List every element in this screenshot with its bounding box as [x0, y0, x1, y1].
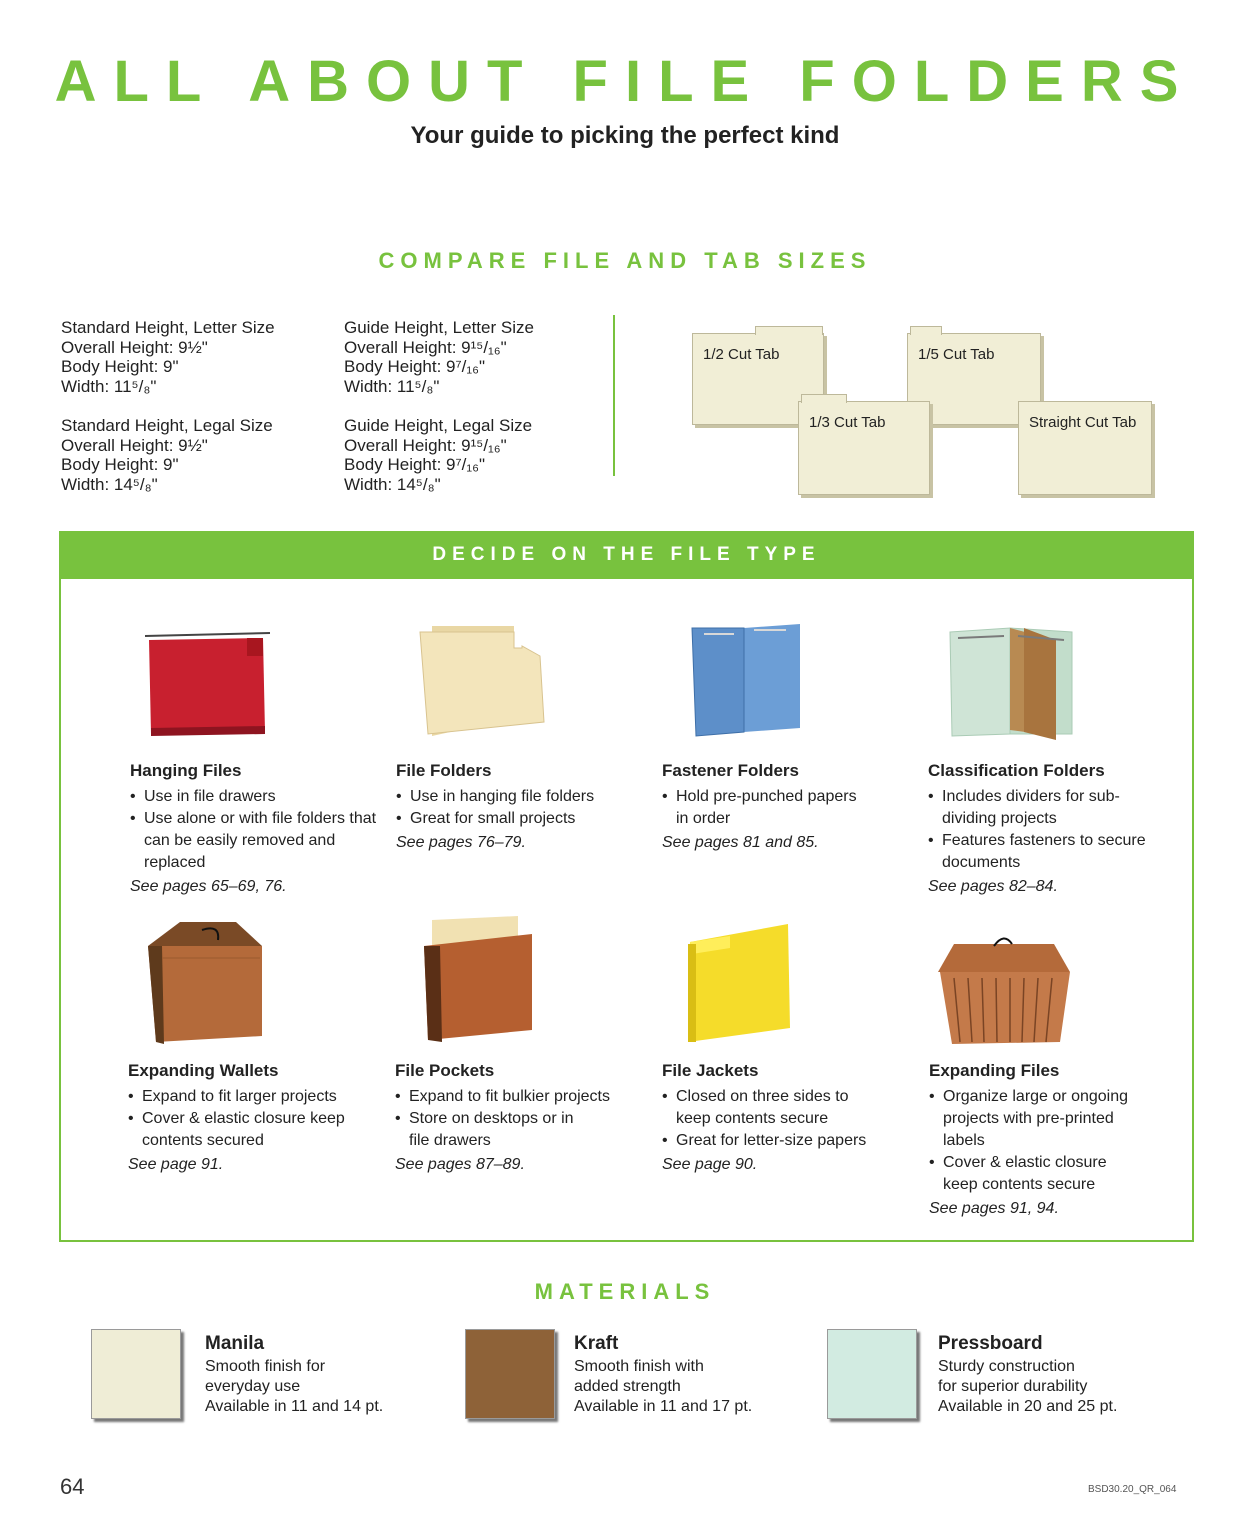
item-bullet: • Great for letter-size papers: [662, 1130, 897, 1152]
item-see-pages: See pages 87–89.: [395, 1156, 525, 1173]
tab-nub: [801, 394, 847, 403]
tab-label: Straight Cut Tab: [1029, 414, 1137, 431]
item-see-pages: See pages 91, 94.: [929, 1200, 1059, 1217]
file-jacket-icon: [684, 922, 794, 1044]
item-bullet: • Great for small projects: [396, 808, 646, 830]
item-bullet: • Cover & elastic closure keep contents secure: [929, 1152, 1133, 1196]
page-subtitle: Your guide to picking the perfect kind: [410, 122, 840, 149]
material-manila: [205, 1334, 383, 1417]
item-see-pages: See pages 81 and 85.: [662, 834, 819, 851]
page-title: ALL ABOUT FILE FOLDERS: [54, 49, 1196, 114]
spec-overall: Overall Height: 9½": [61, 435, 208, 455]
spec-body: Body Height: 9": [61, 357, 179, 376]
decide-heading: DECIDE ON THE FILE TYPE: [432, 544, 821, 565]
spec-body: Body Height: 9": [61, 455, 179, 474]
material-line: Available in 11 and 14 pt.: [205, 1398, 384, 1415]
item-see-pages: See pages 76–79.: [396, 834, 526, 851]
material-name: Kraft: [574, 1333, 619, 1354]
material-name: Pressboard: [938, 1333, 1043, 1354]
material-line: added strength: [574, 1378, 681, 1395]
item-name: Expanding Files: [929, 1061, 1060, 1080]
tab-label: 1/3 Cut Tab: [809, 414, 886, 431]
page-number: 64: [60, 1474, 85, 1499]
manila-swatch: [91, 1329, 181, 1419]
spec-standard-letter: [61, 318, 275, 396]
item-name: File Folders: [396, 761, 492, 780]
hanging-file-icon: [145, 628, 265, 738]
material-line: everyday use: [205, 1378, 301, 1395]
item-see-pages: See pages 82–84.: [928, 878, 1058, 895]
spec-name: Guide Height, Legal Size: [344, 416, 533, 435]
divider-line: [613, 315, 615, 476]
kraft-swatch: [465, 1329, 555, 1419]
item-classification-folders: [928, 761, 1158, 896]
spec-guide-letter: [344, 318, 534, 396]
material-line: Available in 20 and 25 pt.: [938, 1398, 1118, 1415]
material-line: Sturdy construction: [938, 1358, 1075, 1375]
materials-heading: MATERIALS: [534, 1279, 716, 1304]
spec-width: Width: 14⁵/₈": [61, 474, 158, 494]
spec-width: Width: 11⁵/₈": [61, 376, 157, 396]
spec-name: Guide Height, Letter Size: [344, 318, 534, 337]
item-bullet: • Hold pre-punched papers in order: [662, 786, 862, 830]
item-bullet: • Use in file drawers: [130, 786, 380, 808]
fastener-folder-icon: [688, 620, 806, 740]
item-name: File Jackets: [662, 1061, 759, 1080]
tab-label: 1/2 Cut Tab: [703, 346, 780, 363]
item-bullet: • Use in hanging file folders: [396, 786, 646, 808]
material-line: for superior durability: [938, 1378, 1088, 1395]
spec-standard-legal: [61, 416, 273, 494]
expanding-file-icon: [934, 932, 1074, 1052]
pressboard-swatch: [827, 1329, 917, 1419]
item-bullet: • Expand to fit larger projects: [128, 1086, 383, 1108]
item-expanding-files: [929, 1061, 1159, 1218]
compare-heading: COMPARE FILE AND TAB SIZES: [378, 248, 872, 273]
item-bullet: • Closed on three sides to keep contents secure: [662, 1086, 876, 1130]
item-file-jackets: [662, 1061, 897, 1174]
classification-folder-icon: [948, 622, 1076, 742]
item-name: File Pockets: [395, 1061, 495, 1080]
spec-overall: Overall Height: 9¹⁵/₁₆": [344, 435, 507, 455]
spec-name: Standard Height, Legal Size: [61, 416, 273, 435]
item-fastener-folders: [662, 761, 862, 852]
spec-width: Width: 14⁵/₈": [344, 474, 441, 494]
item-see-pages: See page 91.: [128, 1156, 224, 1173]
item-hanging-files: [130, 761, 380, 896]
item-bullet: • Includes dividers for sub-dividing projects: [928, 786, 1158, 830]
item-expanding-wallets: [128, 1061, 383, 1174]
item-bullet: • Store on desktops or in file drawers: [395, 1108, 584, 1152]
spec-width: Width: 11⁵/₈": [344, 376, 440, 396]
catalog-code: BSD30.20_QR_064: [1088, 1484, 1177, 1495]
item-bullet: • Use alone or with file folders that can be easily removed and replaced: [130, 808, 380, 874]
item-bullet: • Expand to fit bulkier projects: [395, 1086, 645, 1108]
item-file-pockets: [395, 1061, 645, 1174]
item-name: Fastener Folders: [662, 761, 799, 780]
material-pressboard: [938, 1334, 1117, 1417]
material-line: Smooth finish for: [205, 1358, 326, 1375]
item-name: Classification Folders: [928, 761, 1105, 780]
file-folder-icon: [418, 626, 548, 738]
spec-name: Standard Height, Letter Size: [61, 318, 275, 337]
spec-body: Body Height: 9⁷/₁₆": [344, 357, 486, 376]
item-bullet: • Organize large or ongoing projects with pre-printed labels: [929, 1086, 1128, 1152]
tab-label: 1/5 Cut Tab: [918, 346, 995, 363]
item-name: Expanding Wallets: [128, 1061, 279, 1080]
tab-nub: [910, 326, 942, 335]
spec-guide-legal: [344, 416, 532, 494]
material-name: Manila: [205, 1333, 265, 1354]
material-line: Smooth finish with: [574, 1358, 704, 1375]
spec-overall: Overall Height: 9¹⁵/₁₆": [344, 337, 507, 357]
item-see-pages: See page 90.: [662, 1156, 758, 1173]
tab-nub: [755, 326, 823, 335]
item-bullet: • Cover & elastic closure keep contents secured: [128, 1108, 383, 1152]
item-see-pages: See pages 65–69, 76.: [130, 878, 287, 895]
material-line: Available in 11 and 17 pt.: [574, 1398, 753, 1415]
item-bullet: • Features fasteners to secure documents: [928, 830, 1158, 874]
tab-straight-cut: [1018, 401, 1152, 495]
file-pocket-icon: [418, 916, 536, 1044]
expanding-wallet-icon: [140, 918, 266, 1046]
spec-overall: Overall Height: 9½": [61, 337, 208, 357]
tab-third-cut: [798, 401, 930, 495]
material-kraft: [574, 1334, 752, 1417]
item-name: Hanging Files: [130, 761, 242, 780]
spec-body: Body Height: 9⁷/₁₆": [344, 455, 486, 474]
item-file-folders: [396, 761, 646, 852]
